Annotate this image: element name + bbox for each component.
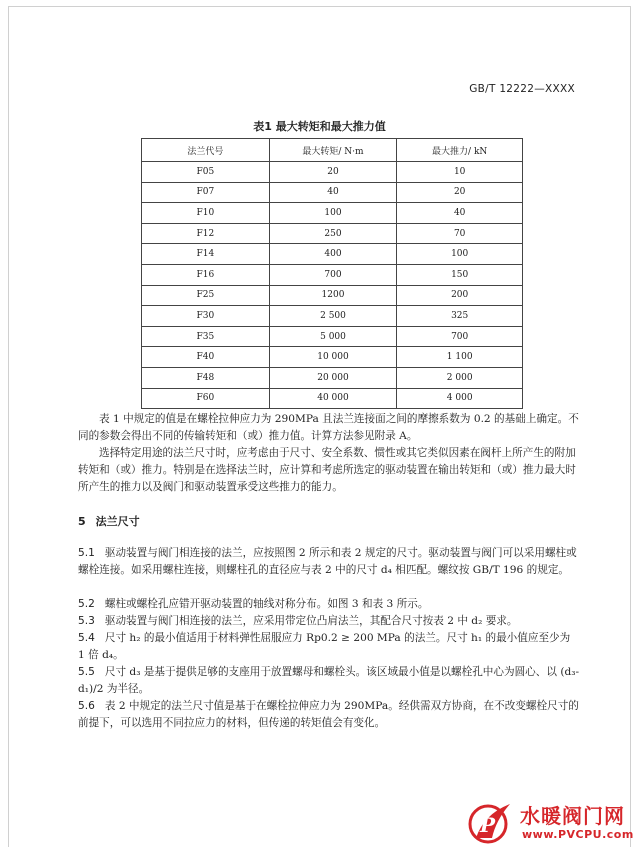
section-heading bbox=[78, 513, 140, 529]
clause-5-3 bbox=[78, 613, 580, 630]
table-cell: 5 000 bbox=[269, 326, 397, 347]
table-cell: 40 bbox=[269, 182, 397, 203]
clause-5-1 bbox=[78, 545, 580, 579]
clause-5-4 bbox=[78, 630, 580, 664]
watermark-title: 水暖阀门网 bbox=[520, 804, 625, 828]
table-row bbox=[142, 182, 523, 203]
svg-text:P: P bbox=[480, 813, 496, 837]
table-row bbox=[142, 264, 523, 285]
table-row bbox=[142, 388, 523, 409]
table-row bbox=[142, 203, 523, 224]
table-title: 表1 最大转矩和最大推力值 bbox=[253, 120, 386, 133]
table-cell: 20 bbox=[269, 162, 397, 183]
table-cell: 4 000 bbox=[397, 388, 523, 409]
table-cell: 40 000 bbox=[269, 388, 397, 409]
section-number: 5 bbox=[78, 515, 86, 528]
table-cell: 1 100 bbox=[397, 347, 523, 368]
table-row bbox=[142, 244, 523, 265]
section-title: 法兰尺寸 bbox=[95, 515, 140, 528]
table-row bbox=[142, 347, 523, 368]
table-cell: 70 bbox=[397, 223, 523, 244]
table-row bbox=[142, 326, 523, 347]
table-cell: F12 bbox=[142, 223, 270, 244]
table-cell: 40 bbox=[397, 203, 523, 224]
clause-text: 螺柱或螺栓孔应错开驱动装置的轴线对称分布。如图 3 和表 3 所示。 bbox=[104, 598, 429, 610]
table-cell: 20 000 bbox=[269, 367, 397, 388]
table-cell: F60 bbox=[142, 388, 270, 409]
table-cell: 100 bbox=[269, 203, 397, 224]
table-cell: F14 bbox=[142, 244, 270, 265]
clause-5-6 bbox=[78, 698, 580, 732]
clause-text: 表 2 中规定的法兰尺寸值是基于在螺栓拉伸应力为 290MPa。经供需双方协商，在不改变螺栓尺寸的前提下，可以选用不同拉应力的材料，但传递的转矩值会有变化。 bbox=[78, 700, 579, 729]
clause-5-2 bbox=[78, 596, 580, 613]
table-cell: 2 500 bbox=[269, 306, 397, 327]
table-cell: F25 bbox=[142, 285, 270, 306]
table-cell: F07 bbox=[142, 182, 270, 203]
table-cell: 10 bbox=[397, 162, 523, 183]
table-cell: 100 bbox=[397, 244, 523, 265]
clause-number: 5.4 bbox=[78, 632, 95, 644]
max-torque-thrust-table bbox=[141, 138, 523, 409]
clause-text: 尺寸 d₃ 是基于提供足够的支座用于放置螺母和螺栓头。该区域最小值是以螺栓孔中心为圆心、以 (d₃-d₁)/2 为半径。 bbox=[78, 666, 580, 695]
table-row bbox=[142, 162, 523, 183]
intro-paragraph-2: 选择特定用途的法兰尺寸时，应考虑由于尺寸、安全系数、惯性或其它类似因素在阀杆上所产生的附加转矩和（或）推力。特别是在选择法兰时，应计算和考虑所选定的驱动装置在输出转矩和（或）推力最大时所产生的推力以及阀门和驱动装置承受这些推力的能力。 bbox=[78, 447, 576, 493]
clause-number: 5.3 bbox=[78, 615, 95, 627]
table-cell: 700 bbox=[269, 264, 397, 285]
table-row bbox=[142, 306, 523, 327]
table-cell: F10 bbox=[142, 203, 270, 224]
table-cell: F30 bbox=[142, 306, 270, 327]
table-cell: F40 bbox=[142, 347, 270, 368]
table-cell: 325 bbox=[397, 306, 523, 327]
table-cell: 250 bbox=[269, 223, 397, 244]
table-row bbox=[142, 285, 523, 306]
table-cell: 200 bbox=[397, 285, 523, 306]
clause-number: 5.2 bbox=[78, 598, 95, 610]
table-cell: F16 bbox=[142, 264, 270, 285]
table-cell: 2 000 bbox=[397, 367, 523, 388]
table-cell: 10 000 bbox=[269, 347, 397, 368]
column-header: 最大推力/ kN bbox=[397, 139, 523, 162]
table-cell: 1200 bbox=[269, 285, 397, 306]
table-cell: 400 bbox=[269, 244, 397, 265]
clause-number: 5.1 bbox=[78, 547, 95, 559]
clause-number: 5.5 bbox=[78, 666, 95, 678]
table-row bbox=[142, 367, 523, 388]
table-cell: 700 bbox=[397, 326, 523, 347]
table-cell: 20 bbox=[397, 182, 523, 203]
table-cell: F05 bbox=[142, 162, 270, 183]
column-header: 最大转矩/ N·m bbox=[269, 139, 397, 162]
document-code: GB/T 12222—XXXX bbox=[469, 83, 575, 95]
clause-5-5 bbox=[78, 664, 580, 698]
table-cell: F35 bbox=[142, 326, 270, 347]
clause-text: 驱动装置与阀门相连接的法兰，应按照图 2 所示和表 2 规定的尺寸。驱动装置与阀门可以采用螺柱或螺栓连接。如采用螺柱连接，则螺柱孔的直径应与表 2 中的尺寸 d₄ 相匹配。螺纹按 GB/T 196 的规定。 bbox=[78, 547, 577, 576]
table-cell: F48 bbox=[142, 367, 270, 388]
clause-number: 5.6 bbox=[78, 700, 95, 712]
table-row bbox=[142, 223, 523, 244]
clause-text: 尺寸 h₂ 的最小值适用于材料弹性屈服应力 Rp0.2 ≥ 200 MPa 的法兰。尺寸 h₁ 的最小值应至少为 1 倍 d₄。 bbox=[78, 632, 571, 661]
watermark-url: www.PVCPU.com bbox=[522, 828, 634, 841]
clause-text: 驱动装置与阀门相连接的法兰，应采用带定位凸肩法兰，其配合尺寸按表 2 中 d₂ 要求。 bbox=[104, 615, 518, 627]
intro-paragraph-1: 表 1 中规定的值是在螺栓拉伸应力为 290MPa 且法兰连接面之间的摩擦系数为 0.2 的基础上确定。不同的参数会得出不同的传输转矩和（或）推力值。计算方法参见附录 A。 bbox=[78, 413, 579, 442]
table-header-row bbox=[142, 139, 523, 162]
site-watermark bbox=[466, 798, 636, 848]
column-header: 法兰代号 bbox=[142, 139, 270, 162]
table-cell: 150 bbox=[397, 264, 523, 285]
valve-logo-icon bbox=[466, 798, 514, 846]
